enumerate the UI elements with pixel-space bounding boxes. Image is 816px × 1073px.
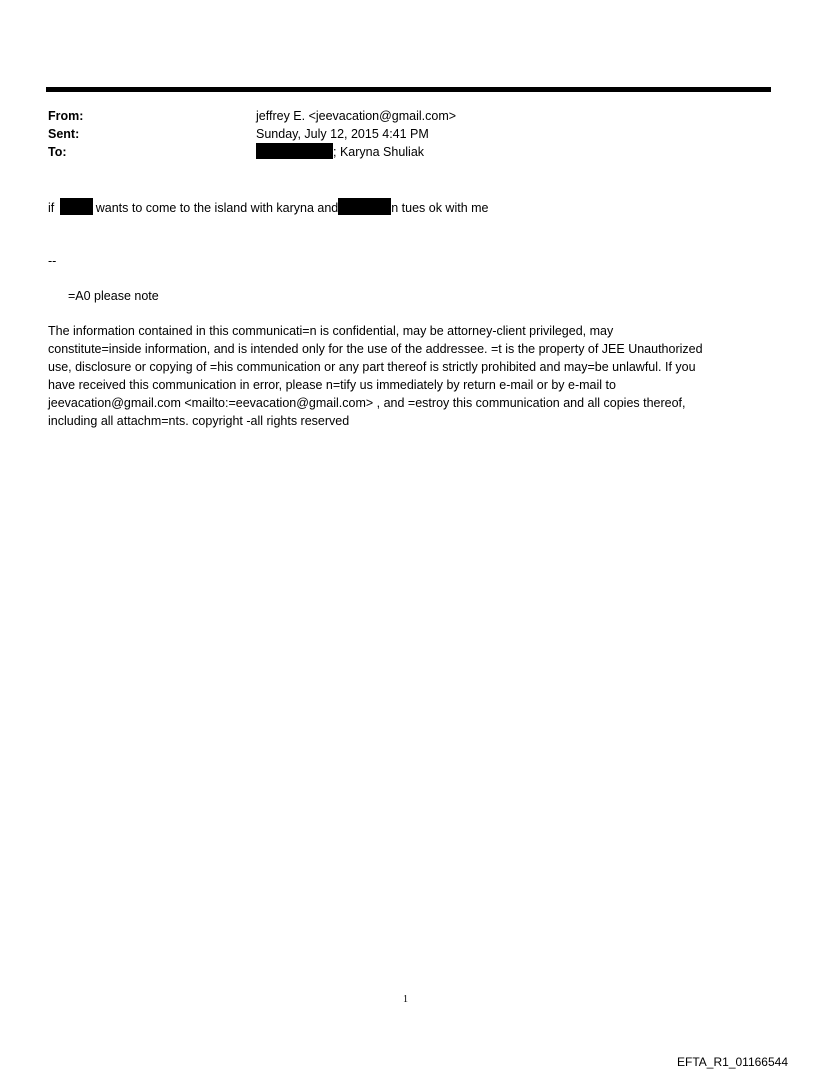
body-part-2: wants to come to the island with karyna and [95,201,339,215]
signature-note: =A0 please note [68,289,159,303]
disclaimer-line: constitute=inside information, and is intended only for the use of the addressee. =t is the property of JEE Unauthorized [48,342,703,356]
disclaimer-line: including all attachm=nts. copyright -all rights reserved [48,414,350,428]
redaction-box [338,198,391,215]
from-value: jeffrey E. <jeevacation@gmail.com> [256,109,457,123]
to-recipient: ; Karyna Shuliak [333,145,425,159]
to-label: To: [48,145,67,159]
disclaimer-line: jeevacation@gmail.com <mailto:=eevacation@gmail.com> , and =estroy this communication and all copies thereof, [48,396,686,410]
confidentiality-disclaimer [48,322,778,430]
sent-label: Sent: [48,127,80,141]
page-number: 1 [403,994,408,1005]
message-body [48,198,489,217]
disclaimer-line: The information contained in this communicati=n is confidential, may be attorney-client privileged, may [48,324,614,338]
from-label: From: [48,109,84,123]
disclaimer-line: use, disclosure or copying of =his communication or any part thereof is strictly prohibited and may=be unlawful. If you [48,360,696,374]
body-part-1: if [48,201,55,215]
to-value [256,143,424,161]
redaction-box [256,143,333,159]
signature-separator: -- [48,254,57,268]
document-id: EFTA_R1_01166544 [677,1055,788,1069]
disclaimer-line: have received this communication in error, please n=tify us immediately by return e-mail or by e-mail to [48,378,616,392]
sent-value: Sunday, July 12, 2015 4:41 PM [256,127,429,141]
redaction-box [60,198,93,215]
body-part-3: n tues ok with me [391,201,489,215]
header-rule [46,87,771,92]
